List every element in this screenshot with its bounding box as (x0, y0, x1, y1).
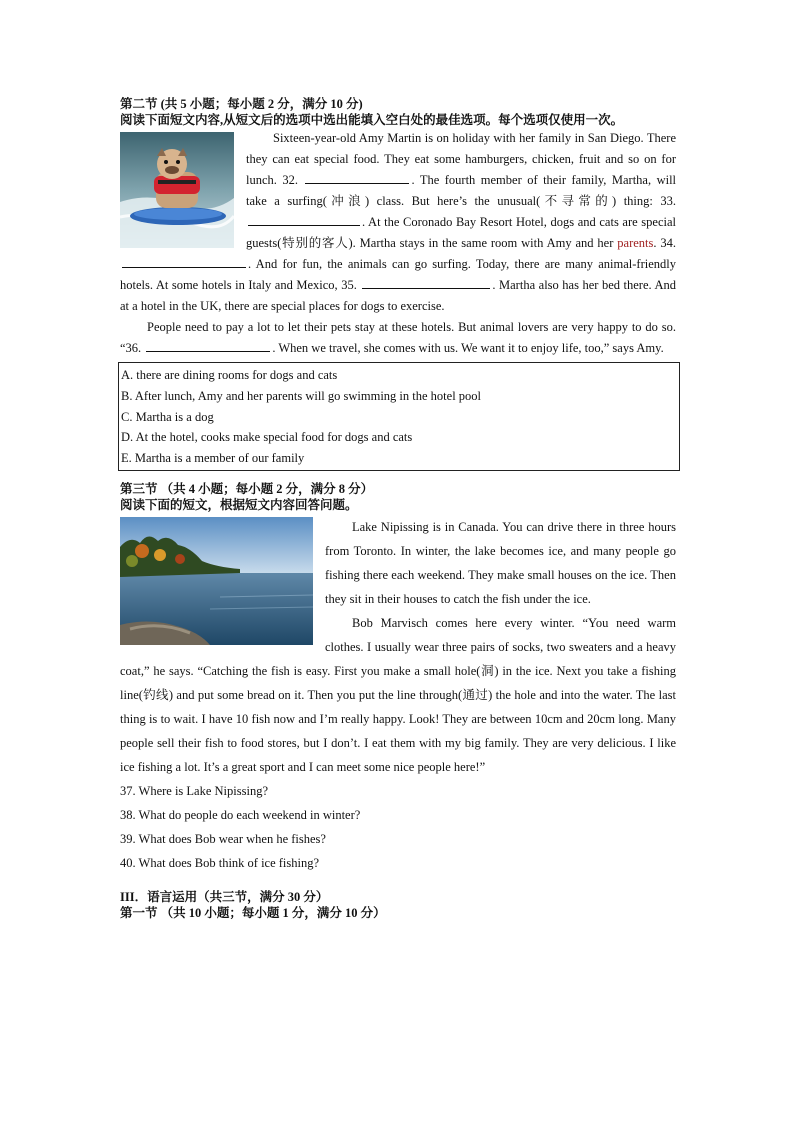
part3-title: III．语言运用（共三节，满分 30 分） (120, 889, 329, 904)
question-39: 39. What does Bob wear when he fishes? (120, 831, 326, 846)
surfing-dog-photo (120, 132, 234, 248)
p1-s4: . 34. (653, 236, 677, 250)
option-e: E. Martha is a member of our family (121, 451, 305, 466)
question-38: 38. What do people do each weekend in winter? (120, 807, 361, 822)
blank-36[interactable] (146, 338, 270, 352)
option-c: C. Martha is a dog (121, 409, 214, 424)
surfing-dog-image (120, 132, 234, 248)
section3-paragraph2: Bob Marvisch comes here every winter. “You need warm clothes. I usually wear three pairs of socks, two sweaters and a heavy coat,” he says. “Catching the fish is easy. First you make a small hole(洞) in the ice. Next you take a fishing line(钓线) and put some bread on it. Then you put the line through(通过) the hole and into the water. The last thing is to wait. I have 10 fish now and I’m really happy. Look! They are between 10cm and 20cm long. Many people sell their fish to food stores, but I don’t. I eat them with my big family. They are very delicious. I like ice fishing a lot. It’s a great sport and I can meet some nice people here!” (120, 615, 676, 774)
blank-32[interactable] (305, 170, 409, 184)
section2-instructions: 阅读下面短文内容,从短文后的选项中选出能填入空白处的最佳选项。每个选项仅使用一次。 (120, 113, 624, 127)
p1-s3: . At the Coronado Bay Resort Hotel, dogs and cats are special guests(特别的客人). Martha stays in the same room with Amy and her (246, 215, 676, 250)
question-40: 40. What does Bob think of ice fishing? (120, 855, 320, 870)
exam-page (120, 94, 676, 921)
options-box (118, 362, 680, 471)
lake-photo (120, 517, 313, 645)
parents-word: parents (617, 236, 654, 250)
section2-title: 第二节 (共 5 小题；每小题 2 分，满分 10 分) (120, 97, 363, 111)
p1-s2: . The fourth member of their family, Martha, will take a surfing(冲浪) class. But here’s the unusual(不寻常的) thing: 33. (246, 173, 677, 208)
option-a: A. there are dining rooms for dogs and cats (121, 368, 338, 382)
p1-s1: Sixteen-year-old Amy Martin is on holiday with her family in San Diego. There they can eat special food. They eat some hamburgers, chicken, fruit and so on for lunch. 32. (246, 131, 676, 187)
p1-s5: . And for fun, the animals can go surfing. Today, there are many animal-friendly hotels. At some hotels in Italy and Mexico, 35. (120, 257, 676, 292)
p2-s2: . When we travel, she comes with us. We want it to enjoy life, too,” says Amy. (272, 341, 664, 355)
lake-image (120, 517, 313, 645)
section3-paragraph1: Lake Nipissing is in Canada. You can drive there in three hours from Toronto. In winter, the lake becomes ice, and many people go fishing there each weekend. They make small houses on the ice. Then they sit in their houses to catch the fish under the ice. (325, 519, 676, 606)
section2-paragraph2 (120, 317, 676, 359)
question-37: 37. Where is Lake Nipissing? (120, 783, 268, 798)
option-b: B. After lunch, Amy and her parents will go swimming in the hotel pool (121, 388, 482, 403)
section3-title: 第三节 （共 4 小题；每小题 2 分，满分 8 分） (120, 481, 374, 496)
p1-s6: . Martha also has her bed there. And at a hotel in the UK, there are special places for dogs to exercise. (120, 278, 677, 313)
blank-35[interactable] (362, 275, 490, 289)
part3-section1-title: 第一节 （共 10 小题；每小题 1 分，满分 10 分） (120, 905, 386, 920)
section3-instructions: 阅读下面的短文，根据短文内容回答问题。 (120, 497, 358, 512)
option-d: D. At the hotel, cooks make special food for dogs and cats (121, 430, 413, 445)
blank-33[interactable] (248, 212, 360, 226)
blank-34[interactable] (122, 254, 246, 268)
p2-s1: People need to pay a lot to let their pets stay at these hotels. But animal lovers are very happy to do so. “36. (120, 320, 676, 355)
